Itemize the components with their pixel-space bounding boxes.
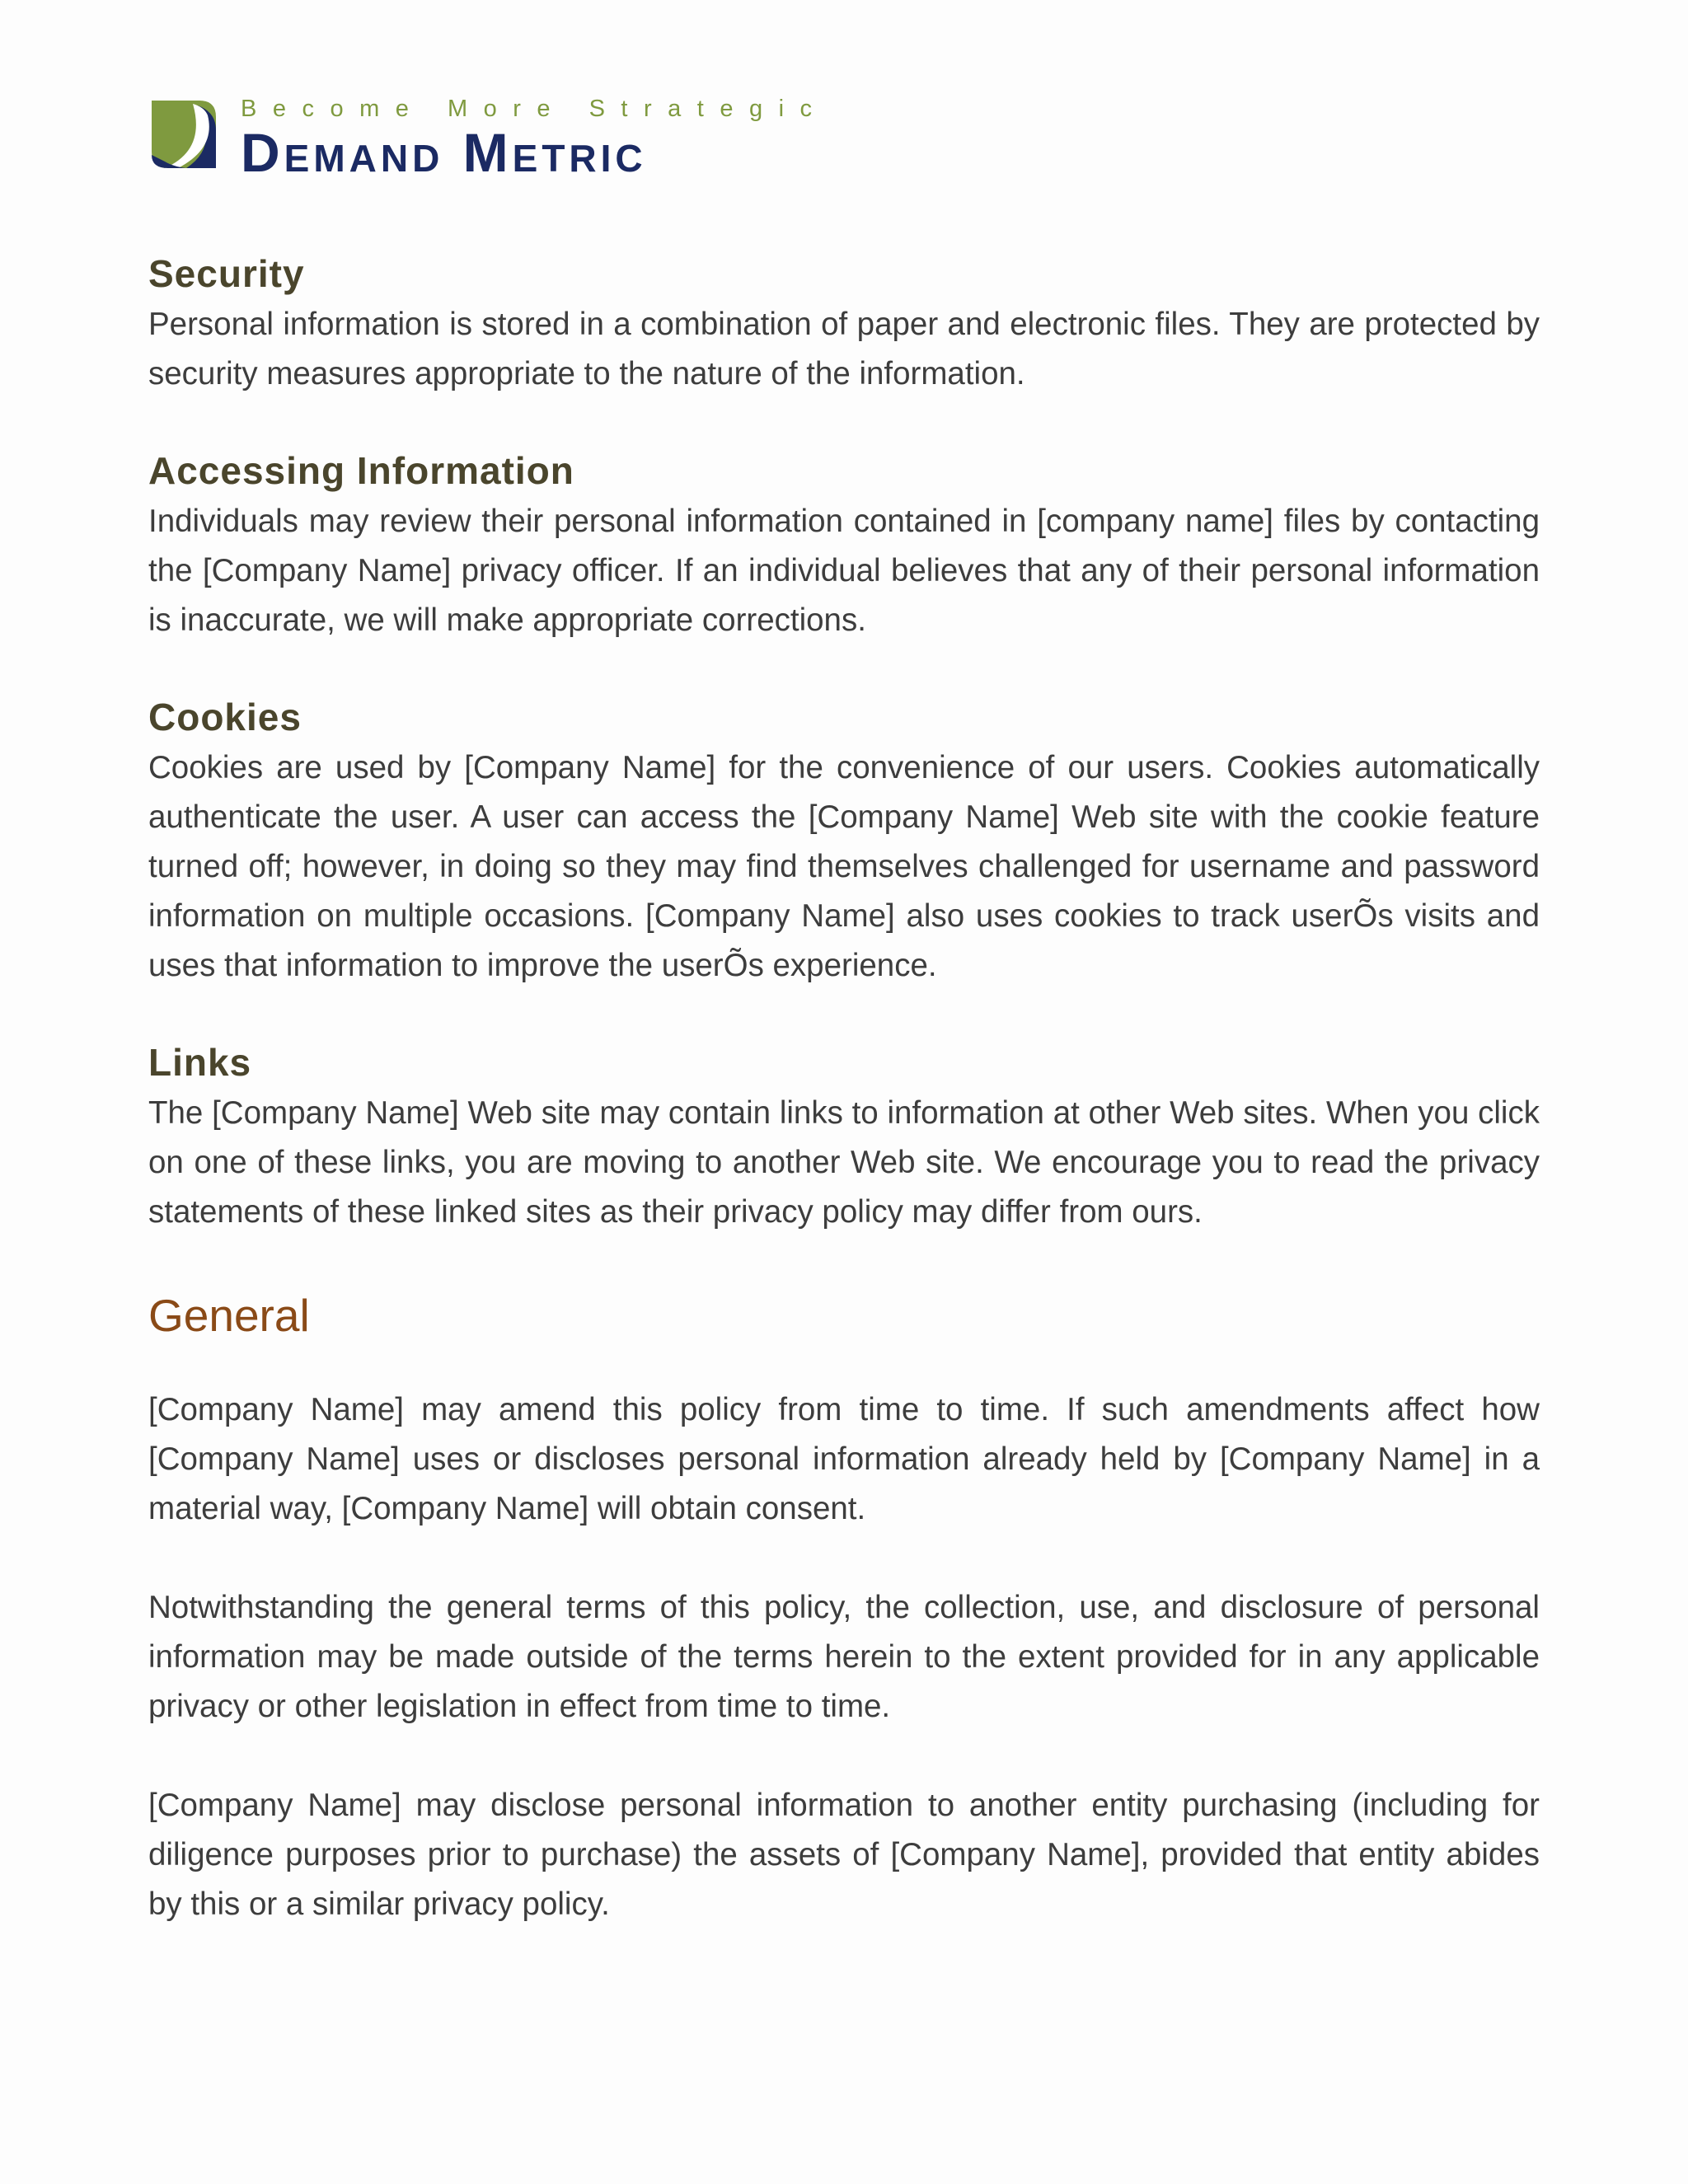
cookies-section [148,691,1540,991]
cookies-paragraph: Cookies are used by [Company Name] for the convenience of our users. Cookies automatically authenticate the user. A user can access the [Company Name] Web site with the cookie feature turned off; however, in doing so they may find themselves challenged for username and password information on multiple occasions. [Company Name] also uses cookies to track userÕs visits and uses that information to improve the userÕs experience. [148,750,1540,983]
general-paragraph: [Company Name] may amend this policy from time to time. If such amendments affect how [Company Name] uses or discloses personal information already held by [Company Name] in a material way, [Company Name] will obtain consent. [148,1392,1540,1526]
accessing-information-paragraph: Individuals may review their personal information contained in [company name] files by contacting the [Company Name] privacy officer. If an individual believes that any of their personal information is inaccurate, we will make appropriate corrections. [148,504,1540,638]
cookies-heading: Cookies [148,696,302,738]
security-paragraph: Personal information is stored in a combination of paper and electronic files. They are protected by security measures appropriate to the nature of the information. [148,307,1540,391]
general-paragraph: [Company Name] may disclose personal information to another entity purchasing (including for diligence purposes prior to purchase) the assets of [Company Name], provided that entity abides by this or a similar privacy policy. [148,1788,1540,1922]
accessing-information-section [148,444,1540,645]
demand-metric-logo [148,94,828,183]
links-section [148,1036,1540,1237]
links-heading: Links [148,1041,252,1084]
document-content [148,247,1540,1929]
logo-wordmark: Demand Metric [241,122,647,183]
security-heading: Security [148,252,305,295]
security-section [148,247,1540,399]
general-paragraph: Notwithstanding the general terms of this policy, the collection, use, and disclosure of personal information may be made outside of the terms herein to the extent provided for in any applicable privacy or other legislation in effect from time to time. [148,1590,1540,1724]
links-paragraph: The [Company Name] Web site may contain links to information at other Web sites. When you click on one of these links, you are moving to another Web site. We encourage you to read the privacy statements of these linked sites as their privacy policy may differ from ours. [148,1095,1540,1230]
logo-tagline: Become More Strategic [241,96,828,122]
general-heading: General [148,1290,310,1341]
general-section [148,1282,1540,1929]
logo-mark-icon [148,97,219,171]
accessing-information-heading: Accessing Information [148,449,574,492]
